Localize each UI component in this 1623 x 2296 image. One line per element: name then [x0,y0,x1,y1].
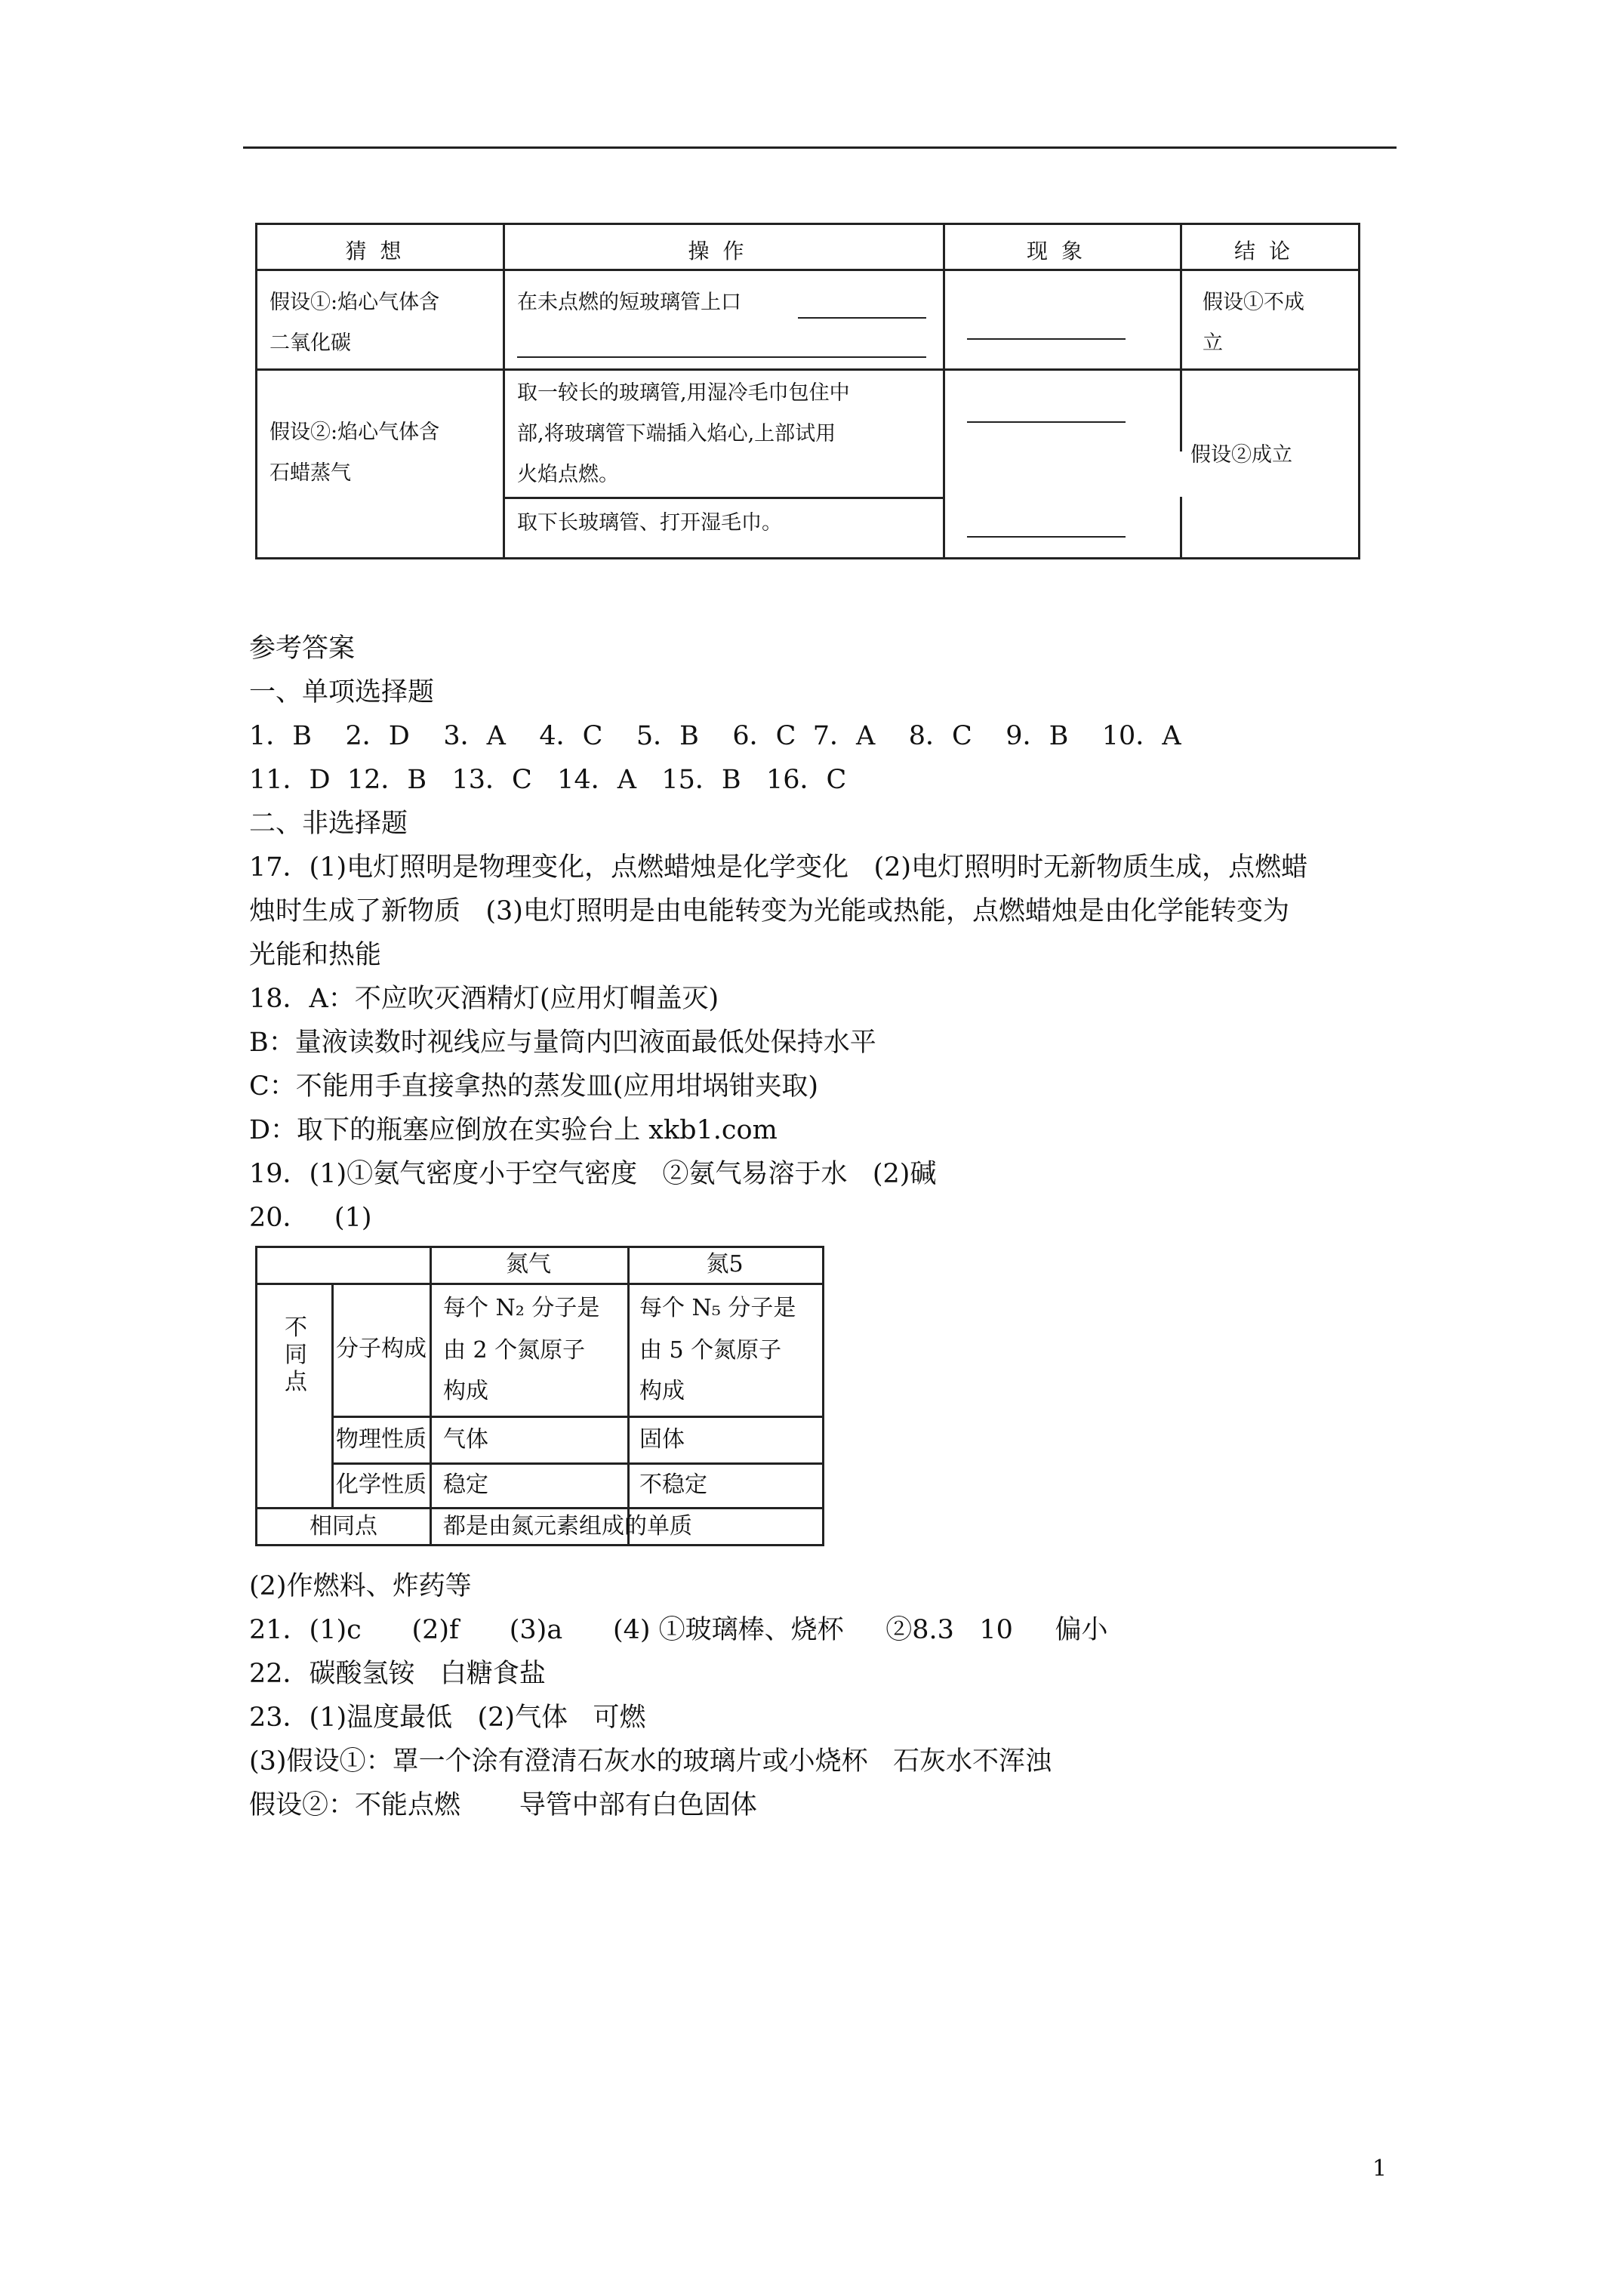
answer-blank [967,421,1126,423]
row1-conclusion-line2: 立 [1203,331,1223,355]
structure-n5-line3: 构成 [639,1378,685,1404]
header-conclusion: 结论 [1233,239,1304,264]
table-divider [627,1248,630,1544]
structure-n2-line2: 由 2 个氮原子 [443,1337,586,1364]
group-label-3: 点 [285,1369,307,1395]
structure-n5-line2: 由 5 个氮原子 [639,1337,782,1364]
section1-title: 一、单项选择题 [249,677,435,707]
table-divider [1180,497,1182,557]
row2-operation-line2: 部,将玻璃管下端插入焰心,上部试用 [517,422,836,445]
q19: 19．(1)①氨气密度小于空气密度 ②氨气易溶于水 (2)碱 [249,1159,937,1189]
group-label-1: 不 [285,1314,307,1341]
table-divider [331,1462,822,1465]
header-guess: 猜想 [345,239,415,264]
table-divider [503,225,505,557]
answer-blank [517,356,926,358]
q17-line1: 17．(1)电灯照明是物理变化，点燃蜡烛是化学变化 (2)电灯照明时无新物质生成，点燃蜡 [249,852,1308,883]
section2-title: 二、非选择题 [249,809,408,839]
q23-4: 假设②：不能点燃 导管中部有白色固体 [249,1790,757,1820]
row1-operation: 在未点燃的短玻璃管上口 [517,291,741,314]
q17-line3: 光能和热能 [249,940,382,970]
col-nitrogen: 氮气 [506,1251,551,1277]
group-label-2: 同 [285,1342,307,1368]
q17-line2: 烛时生成了新物质 (3)电灯照明是由电能转变为光能或热能，点燃蜡烛是由化学能转变为 [249,896,1289,926]
answer-blank [967,536,1126,538]
chemical-n2: 稳定 [443,1472,488,1498]
table-divider [430,1248,432,1544]
mc-line1: 1．B 2．D 3．A 4．C 5．B 6．C 7．A 8．C 9．B 10．A [249,721,1181,751]
q21: 21．(1)c (2)f (3)a (4) ①玻璃棒、烧杯 ②8.3 10 偏小 [249,1615,1108,1645]
answer-blank [798,317,926,319]
row-same: 相同点 [310,1513,377,1539]
q23-1: 23．(1)温度最低 (2)气体 可燃 [249,1703,646,1733]
answers-section [249,627,1404,1240]
q20: 20． (1) [249,1203,372,1233]
table-divider [503,497,943,499]
header-rule [243,146,1397,149]
row2-operation-line1: 取一较长的玻璃管,用湿冷毛巾包住中 [517,381,850,405]
row-structure: 分子构成 [336,1336,427,1362]
q18-b: B：量液读数时视线应与量筒内凹液面最低处保持水平 [249,1028,876,1058]
table-divider [331,1283,334,1507]
row1-conclusion-line1: 假设①不成 [1203,291,1304,314]
mc-line2: 11．D 12．B 13．C 14．A 15．B 16．C [249,765,847,795]
q18-a: 18．A：不应吹灭酒精灯(应用灯帽盖灭) [249,984,719,1014]
answers-heading: 参考答案 [249,633,356,664]
table-divider [943,225,945,557]
structure-n5-line1: 每个 N₅ 分子是 [639,1295,796,1321]
answer-blank [967,338,1126,340]
table-divider [257,368,1358,371]
row1-guess-line2: 二氧化碳 [269,331,351,355]
structure-n2-line1: 每个 N₂ 分子是 [443,1295,600,1321]
row2-operation-b: 取下长玻璃管、打开湿毛巾。 [517,511,782,535]
hypothesis-table [255,223,1360,559]
q23-3: (3)假设①：罩一个涂有澄清石灰水的玻璃片或小烧杯 石灰水不浑浊 [249,1746,1052,1777]
q20-2: (2)作燃料、炸药等 [249,1571,472,1601]
q22: 22．碳酸氢铵 白糖食盐 [249,1659,546,1689]
row-physical: 物理性质 [336,1426,427,1453]
structure-n2-line3: 构成 [443,1378,488,1404]
header-phenomenon: 现象 [1026,239,1096,264]
table-divider [331,1416,822,1418]
row1-guess-line1: 假设①:焰心气体含 [269,291,440,314]
row-chemical: 化学性质 [336,1472,427,1498]
nitrogen-comparison-table [255,1246,824,1546]
answers-continued [249,1564,1404,1827]
physical-n5: 固体 [639,1426,685,1453]
row2-operation-line3: 火焰点燃。 [517,463,619,486]
page-number: 1 [1372,2156,1387,2182]
col-n5: 氮5 [706,1251,744,1277]
same-value: 都是由氮元素组成的单质 [443,1513,692,1539]
header-operation: 操作 [688,239,758,264]
q18-c: C：不能用手直接拿热的蒸发皿(应用坩埚钳夹取) [249,1071,819,1102]
row2-guess-line2: 石蜡蒸气 [269,461,351,485]
q18-d: D：取下的瓶塞应倒放在实验台上 xkb1.com [249,1115,778,1145]
row2-guess-line1: 假设②:焰心气体含 [269,421,440,444]
chemical-n5: 不稳定 [639,1472,707,1498]
physical-n2: 气体 [443,1426,488,1453]
row2-conclusion: 假设②成立 [1190,443,1292,467]
